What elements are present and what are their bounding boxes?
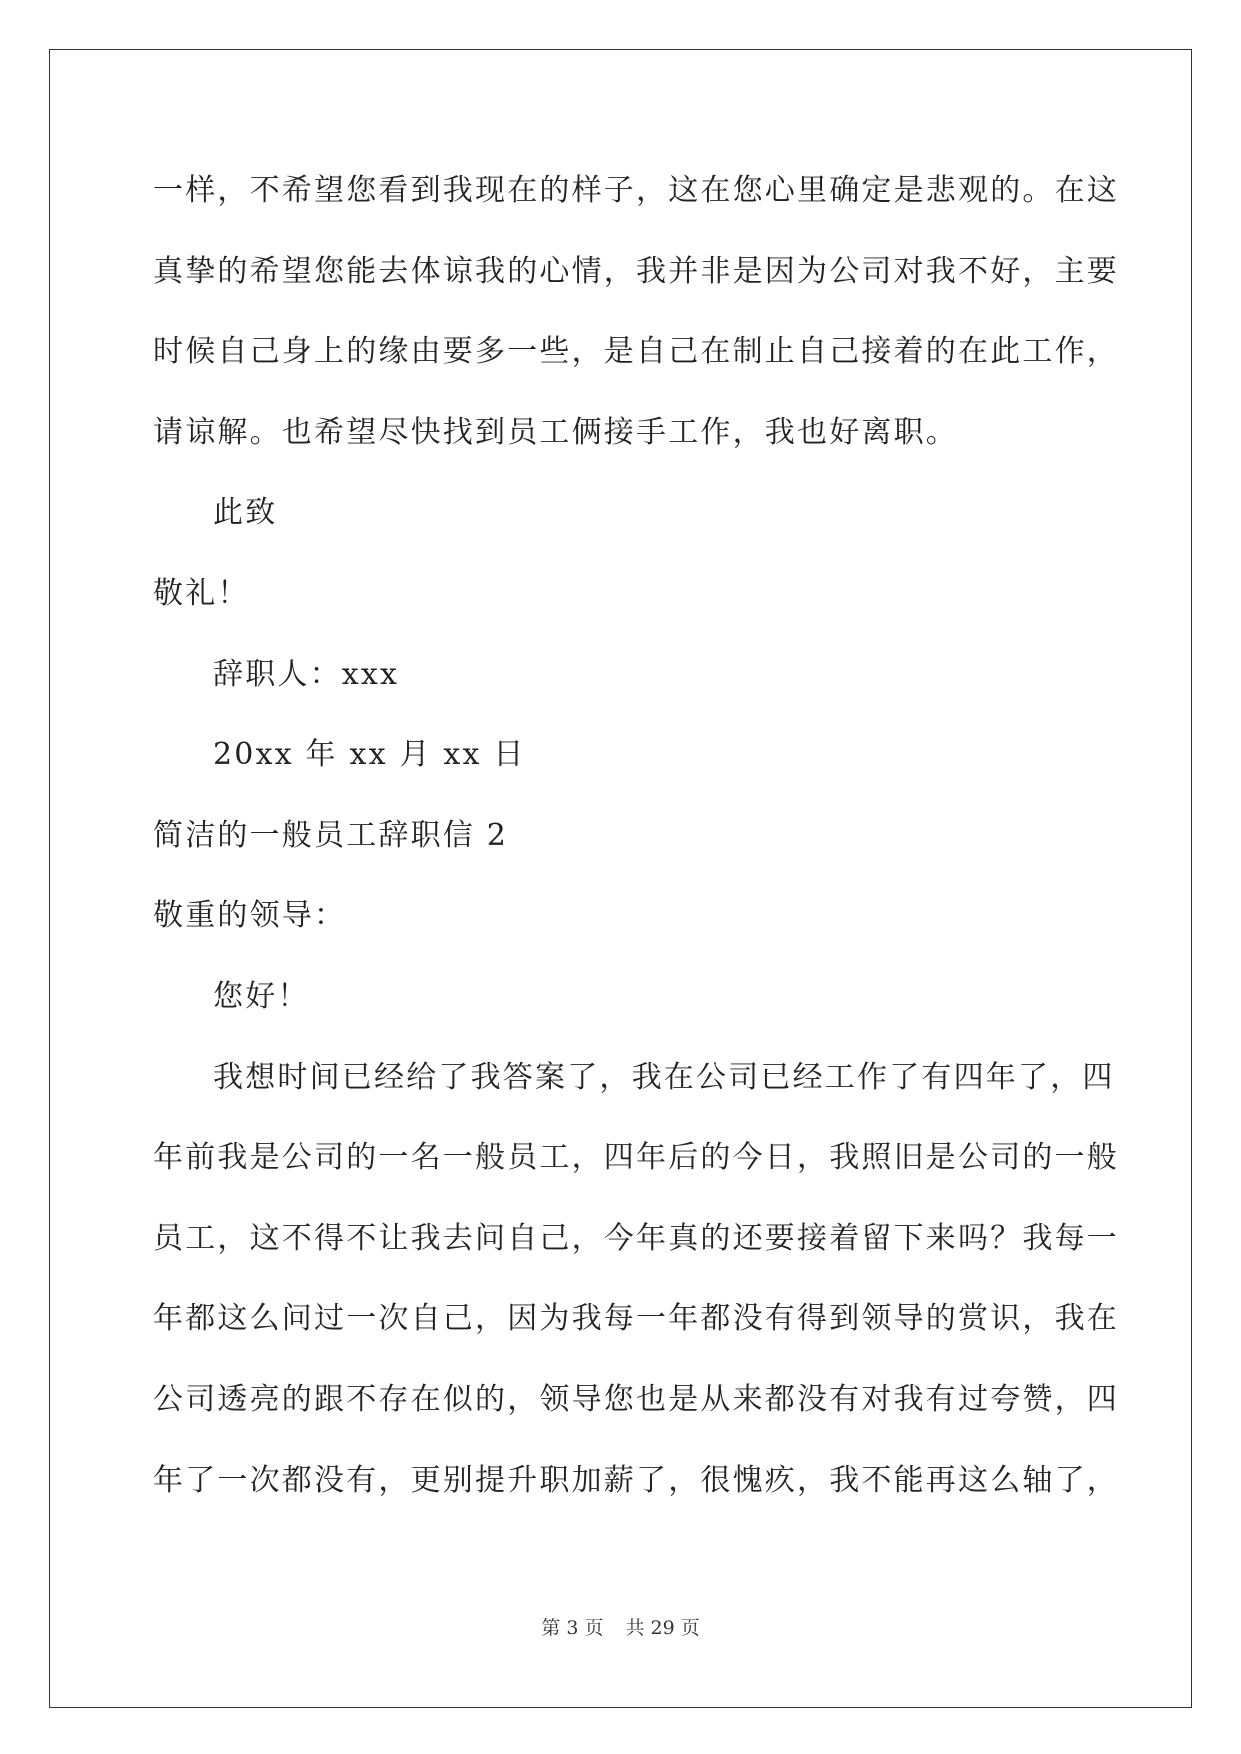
paragraph-line: 年前我是公司的一名一般员工，四年后的今日，我照旧是公司的一般: [153, 1140, 1119, 1176]
paragraph-line: 年了一次都没有，更别提升职加薪了，很愧疚，我不能再这么轴了，: [153, 1462, 1119, 1498]
salutation-closing: 敬礼！: [153, 575, 250, 611]
greeting-recipient: 敬重的领导：: [153, 898, 347, 934]
date-line: 20xx 年 xx 月 xx 日: [213, 737, 526, 773]
signature-line: 辞职人：xxx: [213, 656, 400, 692]
paragraph-line: 公司透亮的跟不存在似的，领导您也是从来都没有对我有过夸赞，四: [153, 1381, 1119, 1417]
paragraph-line: 请谅解。也希望尽快找到员工俩接手工作，我也好离职。: [153, 414, 958, 450]
paragraph-line: 时候自己身上的缘由要多一些，是自己在制止自己接着的在此工作，: [153, 334, 1119, 370]
paragraph-line: 员工，这不得不让我去问自己，今年真的还要接着留下来吗？我每一: [153, 1220, 1119, 1256]
greeting: 您好！: [213, 978, 310, 1014]
paragraph-line: 年都这么问过一次自己，因为我每一年都没有得到领导的赏识，我在: [153, 1301, 1119, 1337]
paragraph-line: 真挚的希望您能去体谅我的心情，我并非是因为公司对我不好，主要: [153, 253, 1119, 289]
paragraph-line: 一样，不希望您看到我现在的样子，这在您心里确定是悲观的。在这: [153, 173, 1119, 208]
page-total: 共 29 页: [625, 1617, 700, 1639]
paragraph-line: 我想时间已经给了我答案了，我在公司已经工作了有四年了，四: [213, 1059, 1115, 1095]
closing-phrase: 此致: [213, 495, 278, 531]
page-footer: [0, 1613, 1241, 1640]
document-body: [153, 158, 1119, 1528]
section-title: 简洁的一般员工辞职信 2: [153, 817, 509, 853]
page-number: 第 3 页: [541, 1617, 604, 1639]
